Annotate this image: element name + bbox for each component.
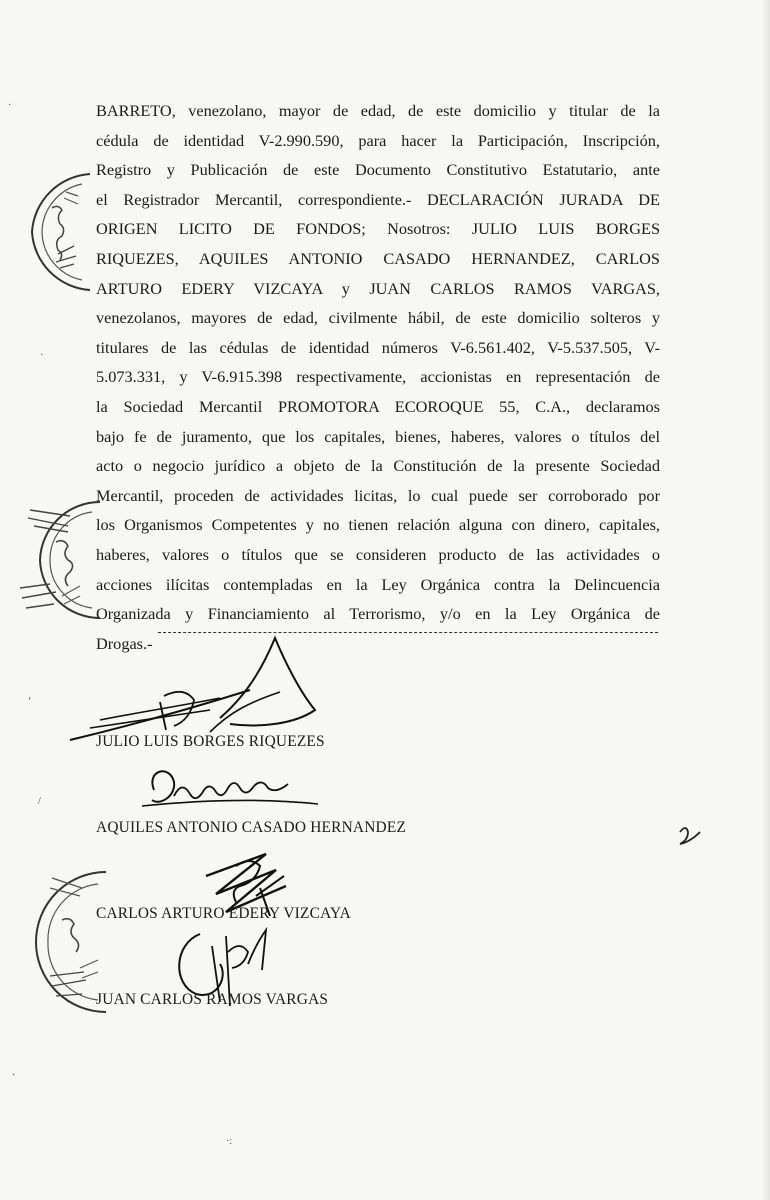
signature-aquiles-casado — [140, 760, 320, 820]
registry-seal-middle — [0, 496, 110, 624]
scan-speck: ·: — [226, 1136, 233, 1147]
handwritten-margin-mark — [676, 822, 706, 848]
paragraph-line: Organizada y Financiamiento al Terrorismo, y/o en la Ley Orgánica de — [96, 604, 660, 624]
scan-speck: / — [38, 796, 41, 807]
paragraph-line: Registro y Publicación de este Documento Constitutivo Estatutario, ante — [96, 160, 660, 180]
paragraph-line: acto o negocio jurídico a objeto de la Constitución de la presente Sociedad — [96, 456, 660, 476]
scan-speck: · — [12, 1070, 16, 1081]
paragraph-line: acciones ilícitas contempladas en la Ley Orgánica contra la Delincuencia — [96, 574, 660, 594]
scan-speck: ‘ — [28, 696, 32, 707]
paragraph-line: la Sociedad Mercantil PROMOTORA ECOROQUE 55, C.A., declaramos — [96, 396, 660, 416]
scan-speck: · — [40, 350, 44, 361]
paragraph-line: titulares de las cédulas de identidad números V-6.561.402, V-5.537.505, V- — [96, 337, 660, 357]
page-edge-shadow — [762, 0, 770, 1200]
paragraph-line: ARTURO EDERY VIZCAYA y JUAN CARLOS RAMOS VARGAS, — [96, 278, 660, 298]
signatory-name-3: CARLOS ARTURO EDERY VIZCAYA — [96, 905, 351, 922]
paragraph-line: bajo fe de juramento, que los capitales, bienes, haberes, valores o títulos del — [96, 426, 660, 446]
paragraph-line: Mercantil, proceden de actividades licitas, lo cual puede ser corroborado por — [96, 485, 660, 505]
paragraph-line: los Organismos Competentes y no tienen relación alguna con dinero, capitales, — [96, 515, 660, 535]
declaration-paragraph — [96, 96, 660, 658]
paragraph-line: el Registrador Mercantil, correspondiente.- DECLARACIÓN JURADA DE — [96, 189, 660, 209]
signatory-name-4: JUAN CARLOS RAMOS VARGAS — [96, 991, 329, 1008]
registry-seal-top — [12, 168, 92, 296]
paragraph-line: cédula de identidad V-2.990.590, para hacer la Participación, Inscripción, — [96, 130, 660, 150]
signatory-name-1: JULIO LUIS BORGES RIQUEZES — [96, 733, 325, 750]
scan-speck: · — [8, 100, 12, 111]
paragraph-line-final: Drogas.- — [96, 633, 153, 653]
paragraph-line: RIQUEZES, AQUILES ANTONIO CASADO HERNANDEZ, CARLOS — [96, 248, 660, 268]
paragraph-line: venezolanos, mayores de edad, civilmente hábil, de este domicilio solteros y — [96, 308, 660, 328]
paragraph-line: BARRETO, venezolano, mayor de edad, de este domicilio y titular de la — [96, 101, 660, 120]
paragraph-line: ORIGEN LICITO DE FONDOS; Nosotros: JULIO LUIS BORGES — [96, 219, 660, 239]
paragraph-line: haberes, valores o títulos que se consideren producto de las actividades o — [96, 544, 660, 564]
paragraph-line: 5.073.331, y V-6.915.398 respectivamente, accionistas en representación de — [96, 367, 660, 387]
signatory-name-2: AQUILES ANTONIO CASADO HERNANDEZ — [96, 819, 407, 836]
